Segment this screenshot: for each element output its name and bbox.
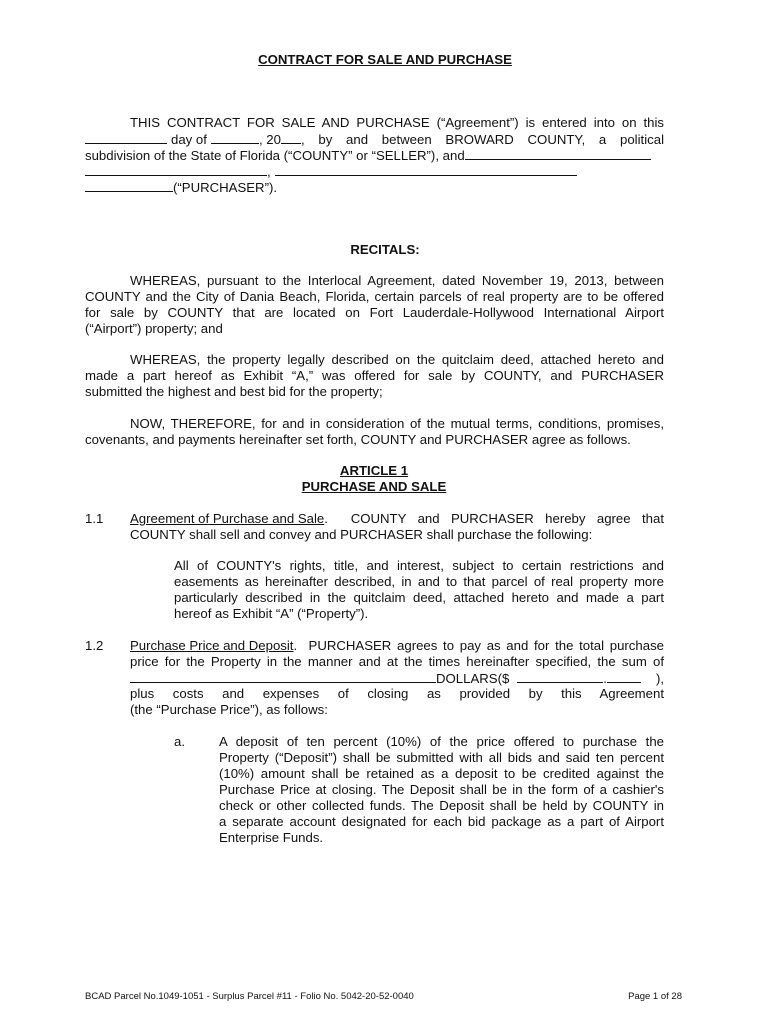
price-cents-blank [607,670,641,683]
purchaser-name-blank-2 [85,163,267,176]
section-1-2-line-2: price for the Property in the manner and at the times hereinafter specified, the sum of [130,654,664,669]
intro-text: THIS CONTRACT FOR SALE AND PURCHASE (“Agreement”) is entered into on this [130,115,664,130]
footer-page-number: Page 1 of 28 [628,991,682,1002]
date-day-blank [85,131,167,144]
intro-line-2 [85,131,664,148]
intro-line-4 [85,163,577,180]
recital-2-line: submitted the highest and best bid for the property; [85,384,383,399]
intro-text: , by and between BROWARD COUNTY, a political [300,132,664,147]
date-month-blank [211,131,259,144]
intro-line-5 [85,179,277,196]
purchaser-name-blank-4 [85,179,173,192]
property-description-line: hereof as Exhibit “A” (“Property”). [174,606,369,621]
property-description-line: All of COUNTY's rights, title, and interest, subject to certain restrictions and [174,558,664,573]
section-text: DOLLARS($ [436,671,510,686]
section-text: . PURCHASER agrees to pay as and for the total purchase [293,638,664,653]
section-number: 1.1 [85,511,104,526]
section-text: . COUNTY and PURCHASER hereby agree that [324,511,664,526]
intro-line-3 [85,147,651,164]
article-title: PURCHASE AND SALE [301,479,447,494]
intro-text: , [267,164,271,179]
purchaser-name-blank [465,147,651,160]
property-description-line: particularly described in the quitclaim deed, attached hereto and made a part [174,590,664,605]
deposit-line: A deposit of ten percent (10%) of the price offered to purchase the [219,734,664,749]
price-words-blank [130,670,436,683]
recital-3-line: NOW, THEREFORE, for and in consideration of the mutual terms, conditions, promises, [130,416,664,431]
section-heading: Agreement of Purchase and Sale [130,511,325,526]
section-1-1-line-1 [130,511,664,527]
section-number: 1.2 [85,638,104,653]
section-1-1-line-2: COUNTY shall sell and convey and PURCHASER shall purchase the following: [130,527,593,542]
price-dollars-blank [517,670,603,683]
deposit-line: Enterprise Funds. [219,830,324,845]
section-text: . [603,671,607,686]
deposit-line: Purchase Price at closing. The Deposit shall be in the form of a cashier's [219,782,664,797]
intro-line-1 [130,115,664,131]
intro-text: day of [171,132,207,147]
recital-2-line: WHEREAS, the property legally described on the quitclaim deed, attached hereto and [130,352,664,367]
section-1-2-line-3 [130,670,664,687]
section-1-2-line-1 [130,638,664,654]
deposit-line: a separate account designated for each bid package as a part of Airport [219,814,664,829]
recital-2-line: made a part hereof as Exhibit “A,” was offered for sale by COUNTY, and PURCHASER [85,368,664,383]
document-title: CONTRACT FOR SALE AND PURCHASE [258,52,512,67]
section-heading: Purchase Price and Deposit [130,638,294,653]
recital-1-line: (“Airport”) property; and [85,321,223,336]
intro-text: (“PURCHASER”). [173,180,278,195]
footer-parcel-info: BCAD Parcel No.1049-1051 - Surplus Parcel #11 - Folio No. 5042-20-52-0040 [85,991,414,1002]
intro-text: , 20 [258,132,281,147]
recital-3-line: covenants, and payments hereinafter set forth, COUNTY and PURCHASER agree as follows. [85,432,631,447]
recital-1-line: COUNTY and the City of Dania Beach, Florida, certain parcels of real property are to be offered [85,289,664,304]
purchaser-name-blank-3 [275,163,577,176]
deposit-line: check or other collected funds. The Deposit shall be held by COUNTY in [219,798,664,813]
property-description-line: easements as hereinafter described, in and to that parcel of real property more [174,574,664,589]
article-number: ARTICLE 1 [339,463,409,478]
item-label: a. [174,734,185,749]
deposit-line: Property (“Deposit”) shall be submitted with all bids and said ten percent [219,750,664,765]
deposit-line: (10%) amount shall be retained as a deposit to be credited against the [219,766,664,781]
recital-1-line: WHEREAS, pursuant to the Interlocal Agreement, dated November 19, 2013, between [130,273,664,288]
recital-1-line: for sale by COUNTY that are located on Fort Lauderdale-Hollywood International Airport [85,305,664,320]
section-1-2-line-4: plus costs and expenses of closing as provided by this Agreement [130,686,664,701]
section-text: ), [655,671,664,686]
section-1-2-line-5: (the “Purchase Price”), as follows: [130,702,328,717]
date-year-blank [281,131,301,144]
recitals-heading: RECITALS: [350,242,420,257]
intro-text: subdivision of the State of Florida (“COUNTY” or “SELLER”), and [85,148,465,163]
